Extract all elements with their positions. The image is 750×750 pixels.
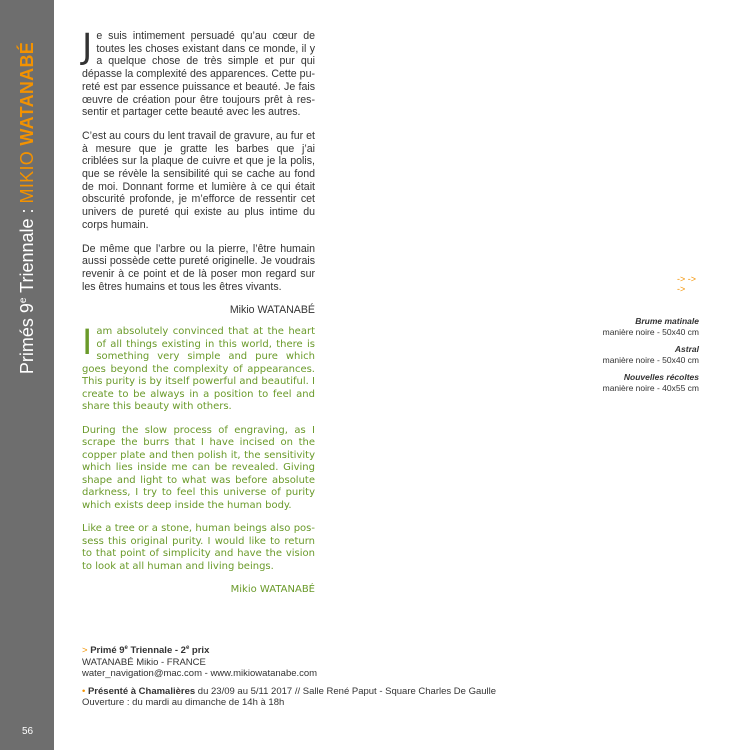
exhibit-dates: du 23/09 au 5/11 2017 // Salle René Paput - Square Charles De Gaulle bbox=[195, 685, 497, 697]
artwork-list bbox=[603, 316, 699, 400]
artwork-item bbox=[603, 344, 699, 365]
prize-line bbox=[82, 643, 532, 657]
artwork-item bbox=[603, 372, 699, 393]
artwork-title: Brume matinale bbox=[635, 316, 699, 326]
contact-line[interactable]: water_navigation@mac.com - www.mikiowatanabe.com bbox=[82, 668, 318, 680]
sidebar-title-prefix: Primés 9 bbox=[17, 303, 37, 375]
exhibit-label: Présenté à Chamalières bbox=[87, 685, 196, 697]
artwork-details: manière noire - 40x55 cm bbox=[602, 382, 699, 393]
opening-hours: Ouverture : du mardi au dimanche de 14h à 18h bbox=[82, 697, 285, 709]
french-dropcap: J bbox=[82, 27, 93, 67]
english-paragraph-2: During the slow process of engraving, as I scrape the burrs that I have incised on the copper plate and then polish it, the sensitivity which lies inside me can be revealed. Giving shape and light to what was before absolute darkness, I try to feel this universe of purity which exists deep inside the human body. bbox=[82, 424, 315, 511]
artist-first-name: MIKIO bbox=[17, 150, 37, 204]
exhibit-line bbox=[82, 686, 532, 698]
french-paragraph-3: De même que l’arbre ou la pierre, l’être humain aussi possède cette pureté originelle. Je voudrais revenir à ce point et de là poser mon regard sur les êtres humains et tous les êtres vivants. bbox=[82, 242, 315, 293]
artist-line: WATANABÉ Mikio - FRANCE bbox=[82, 656, 206, 668]
artwork-details: manière noire - 50x40 cm bbox=[602, 354, 699, 365]
prize-label: Primé 9e Triennale - 2e prix bbox=[90, 645, 210, 657]
footer-info bbox=[82, 643, 532, 709]
exhibit-marker: • bbox=[82, 685, 86, 697]
page-number: 56 bbox=[22, 726, 34, 737]
arrow-line-1: -> -> bbox=[677, 274, 697, 284]
french-paragraph-1 bbox=[82, 27, 315, 119]
artist-name bbox=[17, 42, 37, 204]
artwork-title: Nouvelles récoltes bbox=[623, 372, 699, 382]
prize-marker: > bbox=[82, 645, 88, 657]
french-paragraph-1-text: e suis intimement persuadé qu’au cœur de toutes les choses existant dans ce monde, il y a quelque chose de très simple et pur qui dépasse la complexité des apparences. Cette pureté est par essence puissance et beauté. Je fais œuvre de création pour être toujours prêt à ressentir et partager cette beauté avec les autres. bbox=[82, 30, 315, 119]
arrow-line-2: -> bbox=[677, 284, 686, 294]
french-paragraph-2: C’est au cours du lent travail de gravure, au fur et à mesure que je gratte les barbes que j’ai criblées sur la plaque de cuivre et que je la polis, que se révèle la sensibilité qui se cache au fond de moi. Donnant forme et lumière à ce qui était obscurité profonde, je m’efforce de ressentir cet univers de pureté qui existe au plus intime du corps humain. bbox=[82, 129, 315, 231]
sidebar-title-sup: e bbox=[18, 297, 29, 304]
english-paragraph-1 bbox=[82, 323, 315, 414]
sidebar-title-rest: Triennale : bbox=[17, 203, 37, 298]
english-paragraph-3: Like a tree or a stone, human beings also possess this original purity. I would like to return to that point of simplicity and have the vision to look at all human and living beings. bbox=[82, 523, 315, 572]
english-statement bbox=[82, 323, 315, 608]
sidebar bbox=[0, 0, 54, 750]
artwork-title: Astral bbox=[674, 344, 699, 354]
sidebar-title bbox=[18, 42, 36, 374]
english-dropcap: I bbox=[82, 323, 93, 363]
french-signature: Mikio WATANABÉ bbox=[229, 304, 315, 317]
artwork-details: manière noire - 50x40 cm bbox=[602, 326, 699, 337]
artwork-item bbox=[603, 316, 699, 337]
artist-last-name: WATANABÉ bbox=[17, 41, 37, 146]
english-signature: Mikio WATANABÉ bbox=[230, 584, 315, 595]
english-paragraph-1-text: am absolutely convinced that at the heart of all things existing in this world, there is something very simple and pure which goes beyond the complexity of appearances. This purity is by itself powerful and beautiful. I create to be always in a position to feel and share this beauty with others. bbox=[82, 326, 315, 412]
french-statement bbox=[82, 27, 315, 328]
arrow-markers bbox=[677, 274, 707, 294]
